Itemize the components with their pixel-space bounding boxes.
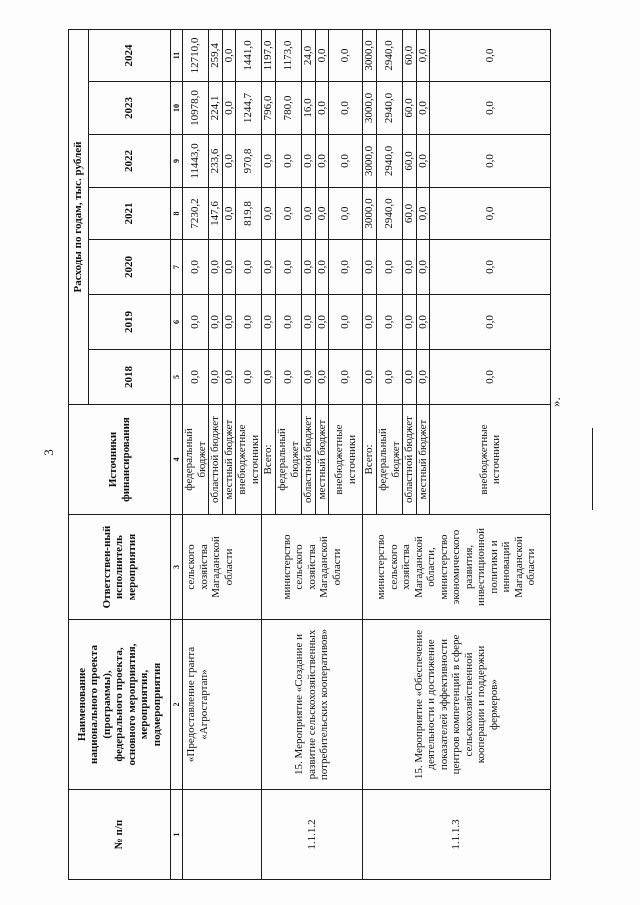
expense-value-cell: 0,0 — [416, 135, 430, 188]
header-executor: Ответствен-ный исполнитель мероприятия — [69, 515, 171, 620]
funding-source-cell: Всего: — [363, 405, 377, 515]
expense-value-cell: 0,0 — [430, 82, 551, 135]
expense-value-cell: 2940,0 — [377, 82, 403, 135]
expense-value-cell: 0,0 — [315, 188, 329, 240]
column-number: 10 — [171, 82, 183, 135]
expense-value-cell: 0,0 — [377, 240, 403, 295]
expense-value-cell: 0,0 — [363, 350, 377, 405]
column-number: 4 — [171, 405, 183, 515]
expense-value-cell: 0,0 — [416, 188, 430, 240]
expense-value-cell: 780,0 — [276, 82, 302, 135]
expense-value-cell: 3000,0 — [363, 82, 377, 135]
executor-cell: министерство сельского хозяйства Магаданской области, министерство экономического развития, инвестиционной политики и инноваций Магаданской области — [363, 515, 551, 620]
expense-value-cell: 0,0 — [363, 295, 377, 350]
expense-value-cell: 3000,0 — [363, 29, 377, 81]
expense-value-cell: 60,0 — [403, 135, 417, 188]
expense-value-cell: 7230,2 — [183, 188, 209, 240]
funding-source-cell: областной бюджет — [209, 405, 223, 515]
expense-value-cell: 0,0 — [329, 135, 363, 188]
expense-value-cell: 2940,0 — [377, 188, 403, 240]
executor-cell: министерство сельского хозяйства Магаданской области — [262, 515, 363, 620]
funding-source-cell: федеральный бюджет — [276, 405, 302, 515]
expense-value-cell: 0,0 — [377, 350, 403, 405]
funding-source-cell: областной бюджет — [302, 405, 316, 515]
expense-value-cell: 0,0 — [329, 188, 363, 240]
expense-value-cell: 12710,0 — [183, 29, 209, 81]
expense-value-cell: 0,0 — [315, 135, 329, 188]
year-header: 2019 — [89, 295, 171, 350]
funding-source-cell: внебюджетные источники — [329, 405, 363, 515]
expense-value-cell: 0,0 — [403, 240, 417, 295]
funding-source-cell: внебюджетные источники — [236, 405, 262, 515]
expense-value-cell: 0,0 — [236, 240, 262, 295]
expense-value-cell: 0,0 — [183, 240, 209, 295]
expense-value-cell: 0,0 — [430, 350, 551, 405]
expense-value-cell: 0,0 — [262, 135, 276, 188]
column-number: 11 — [171, 29, 183, 81]
expense-value-cell: 0,0 — [302, 295, 316, 350]
header-row — [69, 29, 89, 879]
column-number: 8 — [171, 188, 183, 240]
table-row — [183, 29, 209, 879]
column-number: 2 — [171, 620, 183, 790]
expense-value-cell: 0,0 — [416, 29, 430, 81]
expense-value-cell: 0,0 — [329, 29, 363, 81]
column-number: 3 — [171, 515, 183, 620]
header-expenses-by-year: Расходы по годам, тыс. рублей — [69, 29, 89, 404]
expense-value-cell: 0,0 — [430, 295, 551, 350]
table-row — [363, 29, 377, 879]
expense-value-cell: 0,0 — [315, 295, 329, 350]
expense-value-cell: 0,0 — [236, 350, 262, 405]
expense-value-cell: 0,0 — [222, 135, 236, 188]
expense-value-cell: 0,0 — [329, 82, 363, 135]
expense-value-cell: 0,0 — [276, 350, 302, 405]
expense-value-cell: 60,0 — [403, 82, 417, 135]
expense-value-cell: 0,0 — [315, 240, 329, 295]
expense-value-cell: 0,0 — [315, 350, 329, 405]
expense-value-cell: 0,0 — [183, 295, 209, 350]
expense-value-cell: 0,0 — [416, 295, 430, 350]
expense-value-cell: 1173,0 — [276, 29, 302, 81]
funding-source-cell: федеральный бюджет — [377, 405, 403, 515]
expense-value-cell: 0,0 — [403, 350, 417, 405]
expense-value-cell: 0,0 — [222, 295, 236, 350]
expense-value-cell: 3000,0 — [363, 135, 377, 188]
expense-value-cell: 0,0 — [262, 295, 276, 350]
measure-name-cell: 15. Мероприятие «Обеспечение деятельности и достижение показателей эффективности центров компетенций в сфере сельскохозяйственной кооперации и поддержки фермеров» — [363, 620, 551, 790]
expense-value-cell: 224,1 — [209, 82, 223, 135]
column-numbers-row — [171, 29, 183, 879]
expense-value-cell: 0,0 — [416, 240, 430, 295]
page-number: 3 — [41, 449, 56, 456]
expense-value-cell: 0,0 — [430, 188, 551, 240]
expense-value-cell: 0,0 — [222, 240, 236, 295]
closing-rule — [592, 428, 593, 510]
expense-value-cell: 0,0 — [403, 295, 417, 350]
column-number: 1 — [171, 790, 183, 880]
expense-value-cell: 259,4 — [209, 29, 223, 81]
expense-value-cell: 970,8 — [236, 135, 262, 188]
year-header: 2024 — [89, 29, 171, 81]
year-header: 2021 — [89, 188, 171, 240]
expense-value-cell: 1197,0 — [262, 29, 276, 81]
funding-source-cell: местный бюджет — [315, 405, 329, 515]
year-header: 2020 — [89, 240, 171, 295]
expense-value-cell: 0,0 — [302, 240, 316, 295]
expense-value-cell: 0,0 — [209, 240, 223, 295]
expense-value-cell: 0,0 — [222, 29, 236, 81]
expense-value-cell: 16,0 — [302, 82, 316, 135]
funding-source-cell: областной бюджет — [403, 405, 417, 515]
expense-value-cell: 0,0 — [209, 295, 223, 350]
expense-value-cell: 60,0 — [403, 188, 417, 240]
expense-value-cell: 2940,0 — [377, 29, 403, 81]
expense-value-cell: 819,8 — [236, 188, 262, 240]
header-measure-name: Наименование национального проекта (программы), федерального проекта, основного мероприятия, мероприятия, подмероприятия — [69, 620, 171, 790]
expense-value-cell: 0,0 — [302, 350, 316, 405]
expense-value-cell: 60,0 — [403, 29, 417, 81]
expense-value-cell: 0,0 — [416, 350, 430, 405]
year-header: 2023 — [89, 82, 171, 135]
column-number: 7 — [171, 240, 183, 295]
expense-value-cell: 10978,0 — [183, 82, 209, 135]
column-number: 5 — [171, 350, 183, 405]
expense-value-cell: 0,0 — [276, 240, 302, 295]
expense-value-cell: 233,6 — [209, 135, 223, 188]
expense-value-cell: 24,0 — [302, 29, 316, 81]
expense-value-cell: 147,6 — [209, 188, 223, 240]
expense-value-cell: 0,0 — [430, 240, 551, 295]
header-funding-source: Источники финансирования — [69, 405, 171, 515]
expense-value-cell: 0,0 — [222, 82, 236, 135]
expense-value-cell: 0,0 — [430, 29, 551, 81]
expense-value-cell: 0,0 — [329, 350, 363, 405]
expense-value-cell: 0,0 — [276, 135, 302, 188]
expense-value-cell: 796,0 — [262, 82, 276, 135]
executor-cell: сельского хозяйства Магаданской области — [183, 515, 262, 620]
expense-value-cell: 0,0 — [329, 295, 363, 350]
measure-name-cell: 15. Мероприятие «Создание и развитие сельскохозяйственных потребительских кооперативов» — [262, 620, 363, 790]
row-number-cell — [183, 790, 262, 880]
expense-value-cell: 0,0 — [276, 188, 302, 240]
closing-quote-mark: ». — [548, 397, 563, 407]
expense-value-cell: 3000,0 — [363, 188, 377, 240]
funding-source-cell: местный бюджет — [416, 405, 430, 515]
expense-value-cell: 1441,0 — [236, 29, 262, 81]
expense-value-cell: 0,0 — [222, 350, 236, 405]
expense-value-cell: 0,0 — [430, 135, 551, 188]
header-row-number: № п/п — [69, 790, 171, 880]
row-number-cell: 1.1.1.2 — [262, 790, 363, 880]
expense-value-cell: 0,0 — [236, 295, 262, 350]
column-number: 6 — [171, 295, 183, 350]
expense-value-cell: 0,0 — [302, 188, 316, 240]
year-header: 2018 — [89, 350, 171, 405]
table-row — [262, 29, 276, 879]
table-header — [69, 29, 183, 879]
column-number: 9 — [171, 135, 183, 188]
funding-source-cell: внебюджетные источники — [430, 405, 551, 515]
expense-value-cell: 0,0 — [183, 350, 209, 405]
expense-value-cell: 1244,7 — [236, 82, 262, 135]
expense-value-cell: 0,0 — [262, 188, 276, 240]
expense-value-cell: 0,0 — [302, 135, 316, 188]
measure-name-cell: «Предоставление гранта «Агростартап» — [183, 620, 262, 790]
expense-value-cell: 0,0 — [262, 240, 276, 295]
funding-source-cell: федеральный бюджет — [183, 405, 209, 515]
table-body — [183, 29, 551, 879]
expense-value-cell: 0,0 — [363, 240, 377, 295]
expense-value-cell: 11443,0 — [183, 135, 209, 188]
funding-source-cell: Всего: — [262, 405, 276, 515]
expense-value-cell: 0,0 — [209, 350, 223, 405]
row-number-cell: 1.1.1.3 — [363, 790, 551, 880]
expense-value-cell: 2940,0 — [377, 135, 403, 188]
expense-value-cell: 0,0 — [276, 295, 302, 350]
expense-value-cell: 0,0 — [329, 240, 363, 295]
expense-value-cell: 0,0 — [315, 82, 329, 135]
funding-source-cell: местный бюджет — [222, 405, 236, 515]
year-header: 2022 — [89, 135, 171, 188]
expense-value-cell: 0,0 — [222, 188, 236, 240]
expense-value-cell: 0,0 — [416, 82, 430, 135]
expense-value-cell: 0,0 — [377, 295, 403, 350]
expense-value-cell: 0,0 — [262, 350, 276, 405]
expenses-table — [68, 29, 551, 880]
expense-value-cell: 0,0 — [315, 29, 329, 81]
